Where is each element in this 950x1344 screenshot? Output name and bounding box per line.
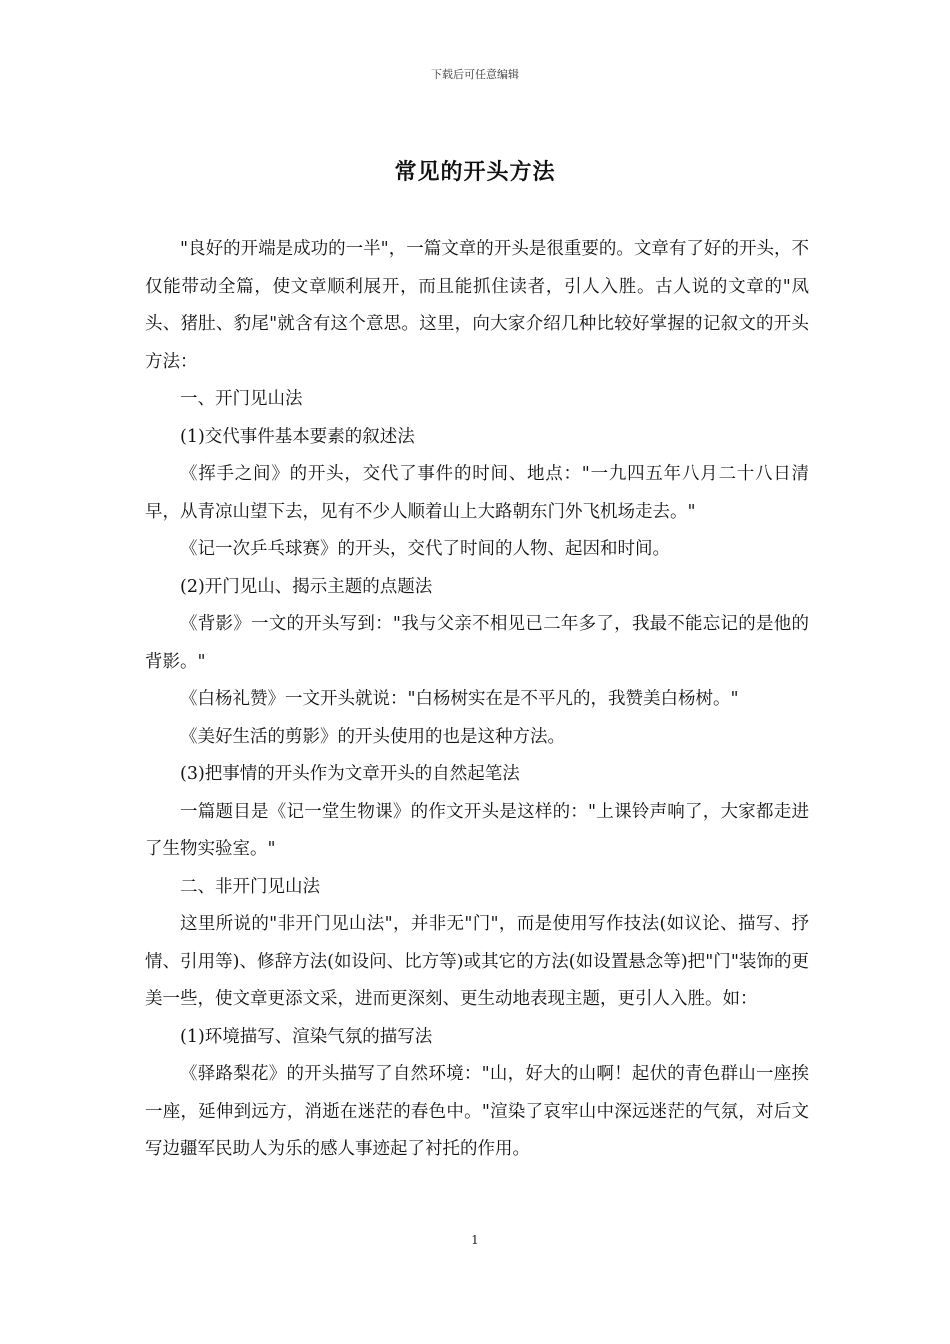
paragraph: 《背影》一文的开头写到："我与父亲不相见已二年多了，我最不能忘记的是他的背影。": [145, 614, 809, 672]
paragraph: 《驿路梨花》的开头描写了自然环境："山，好大的山啊！起伏的青色群山一座挨一座，延伸到远方，消逝在迷茫的春色中。"渲染了哀牢山中深远迷茫的气氛，对后文写边疆军民助人为乐的感人事迹起了衬托的作用。: [145, 1064, 809, 1159]
header-note: 下载后可任意编辑: [431, 68, 519, 81]
subsection-heading: (2)开门见山、揭示主题的点题法: [180, 576, 433, 597]
document-title: 常见的开头方法: [394, 159, 556, 185]
paragraph: 《挥手之间》的开头，交代了事件的时间、地点："一九四五年八月二十八日清早，从青凉山望下去，见有不少人顺着山上大路朝东门外飞机场走去。": [145, 464, 809, 522]
paragraph: 《美好生活的剪影》的开头使用的也是这种方法。: [180, 726, 565, 747]
paragraph: 《记一次乒乓球赛》的开头，交代了时间的人物、起因和时间。: [180, 539, 670, 559]
paragraph: "良好的开端是成功的一半"，一篇文章的开头是很重要的。文章有了好的开头，不仅能带动全篇，使文章顺利展开，而且能抓住读者，引人入胜。古人说的文章的"凤头、猪肚、豹尾"就含有这个意思。这里，向大家介绍几种比较好掌握的记叙文的开头方法：: [145, 239, 809, 372]
subsection-heading: (1)环境描写、渲染气氛的描写法: [180, 1026, 433, 1047]
subsection-heading: (1)交代事件基本要素的叙述法: [180, 426, 415, 447]
subsection-heading: (3)把事情的开头作为文章开头的自然起笔法: [180, 764, 520, 784]
paragraph: 一篇题目是《记一堂生物课》的作文开头是这样的："上课铃声响了，大家都走进了生物实验室。": [145, 801, 809, 859]
section-heading: 一、开门见山法: [180, 389, 303, 409]
paragraph: 《白杨礼赞》一文开头就说："白杨树实在是不平凡的，我赞美白杨树。": [180, 689, 739, 709]
section-heading: 二、非开门见山法: [180, 876, 320, 897]
document-body: [145, 231, 809, 1169]
page-number: 1: [471, 1233, 479, 1247]
paragraph: 这里所说的"非开门见山法"，并非无"门"，而是使用写作技法(如议论、描写、抒情、引用等)、修辞方法(如设问、比方等)或其它的方法(如设置悬念等)把"门"装饰的更美一些，使文章更添文采，进而更深刻、更生动地表现主题，更引人入胜。如：: [145, 914, 809, 1009]
